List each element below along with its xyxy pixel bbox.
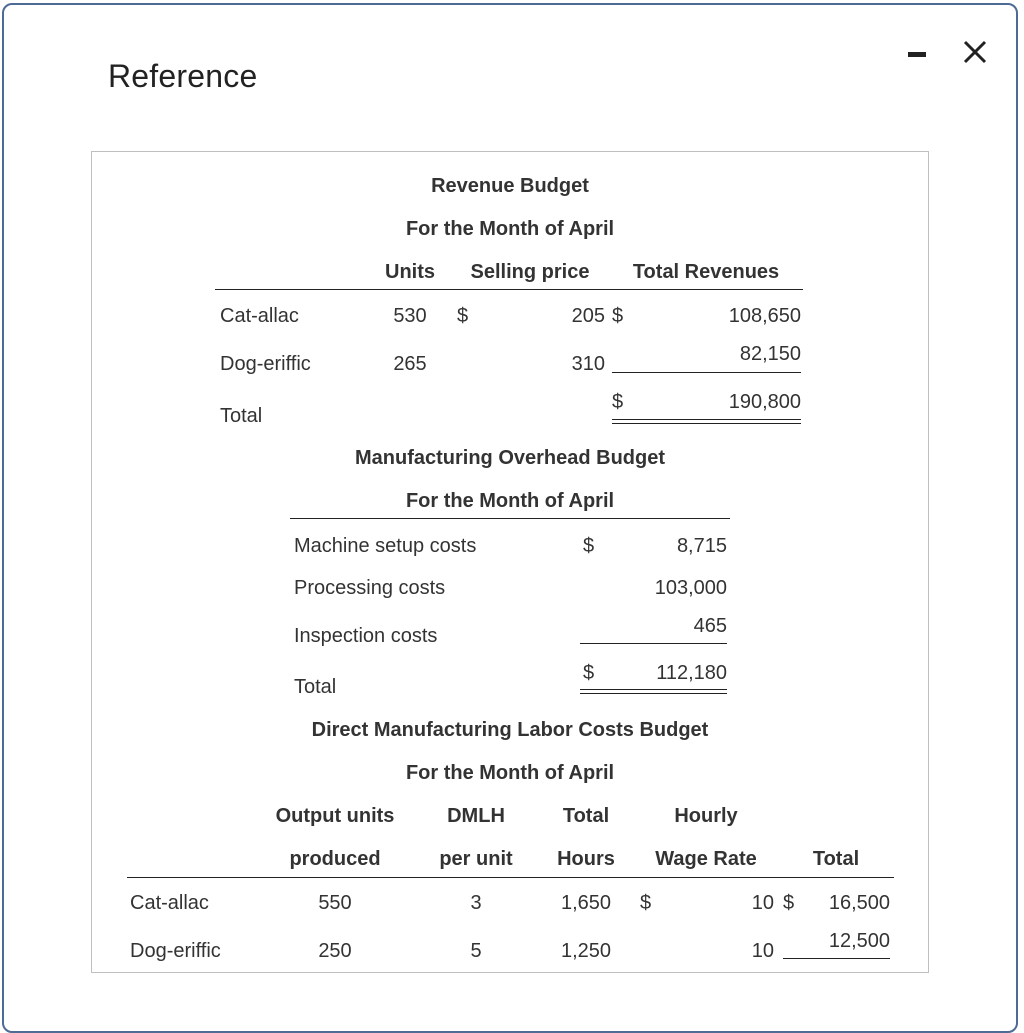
labor-row-dmlh: 3	[470, 892, 482, 914]
revenue-header-total: Total Revenues	[632, 261, 780, 283]
labor-header-output: produced	[289, 848, 381, 870]
labor-title: Direct Manufacturing Labor Costs Budget	[311, 719, 709, 741]
labor-row-output: 250	[318, 940, 352, 962]
labor-row-output: 550	[318, 892, 352, 914]
revenue-subtitle: For the Month of April	[405, 218, 615, 240]
overhead-row-value: 103,000	[654, 577, 727, 599]
labor-row-total: 12,500	[828, 930, 890, 952]
overhead-row-value: 465	[693, 615, 727, 637]
revenue-subtotal-rule	[612, 372, 801, 373]
revenue-row-price: 205	[571, 305, 605, 327]
revenue-header-units: Units	[385, 261, 435, 283]
labor-row-wage: 10	[751, 940, 774, 962]
labor-header-wage: Hourly	[674, 805, 738, 827]
revenue-title: Revenue Budget	[431, 175, 589, 197]
labor-subtitle: For the Month of April	[405, 762, 615, 784]
labor-header-dmlh: DMLH	[447, 805, 505, 827]
labor-row-hours: 1,650	[560, 892, 612, 914]
labor-header-wage: Wage Rate	[655, 848, 757, 870]
labor-header-dmlh: per unit	[439, 848, 513, 870]
labor-header-total: Total	[812, 848, 860, 870]
revenue-row-price-currency: $	[457, 305, 469, 327]
overhead-total-double-rule	[580, 689, 727, 694]
overhead-total-currency: $	[583, 662, 595, 684]
labor-subtotal-rule	[783, 958, 890, 959]
close-icon[interactable]	[958, 35, 992, 69]
labor-header-rule	[127, 877, 894, 878]
overhead-title: Manufacturing Overhead Budget	[354, 447, 666, 469]
revenue-total-currency: $	[612, 391, 624, 413]
labor-row-wage: 10	[751, 892, 774, 914]
labor-row-total: 16,500	[828, 892, 890, 914]
revenue-row-total: 108,650	[728, 305, 801, 327]
labor-row-wage-currency: $	[640, 892, 652, 914]
labor-row-dmlh: 5	[470, 940, 482, 962]
revenue-row-total: 82,150	[739, 343, 801, 365]
minimize-icon[interactable]	[900, 48, 930, 60]
dialog-title: Reference	[108, 58, 258, 94]
labor-row-hours: 1,250	[560, 940, 612, 962]
revenue-row-price: 310	[571, 353, 605, 375]
labor-row-name: Dog-eriffic	[130, 940, 221, 962]
overhead-subtitle: For the Month of April	[405, 490, 615, 512]
labor-header-output: Output units	[275, 805, 395, 827]
revenue-total-double-rule	[612, 419, 801, 424]
overhead-total-value: 112,180	[656, 662, 727, 684]
overhead-row-name: Inspection costs	[294, 625, 438, 647]
overhead-subtotal-rule	[580, 643, 727, 644]
overhead-row-value: 8,715	[676, 535, 727, 557]
labor-row-total-currency: $	[783, 892, 795, 914]
revenue-header-rule	[215, 289, 803, 290]
labor-row-name: Cat-allac	[130, 892, 209, 914]
overhead-header-rule	[290, 518, 730, 519]
overhead-row-name: Processing costs	[294, 577, 446, 599]
overhead-total-label: Total	[294, 676, 337, 698]
revenue-row-name: Cat-allac	[220, 305, 299, 327]
revenue-total-label: Total	[220, 405, 263, 427]
revenue-row-total-currency: $	[612, 305, 624, 327]
revenue-header-price: Selling price	[470, 261, 590, 283]
labor-header-hours: Hours	[557, 848, 615, 870]
revenue-row-units: 265	[393, 353, 427, 375]
overhead-row-currency: $	[583, 535, 595, 557]
revenue-total-value: 190,800	[728, 391, 801, 413]
labor-header-hours: Total	[562, 805, 610, 827]
revenue-row-units: 530	[393, 305, 427, 327]
overhead-row-name: Machine setup costs	[294, 535, 477, 557]
revenue-row-name: Dog-eriffic	[220, 353, 311, 375]
